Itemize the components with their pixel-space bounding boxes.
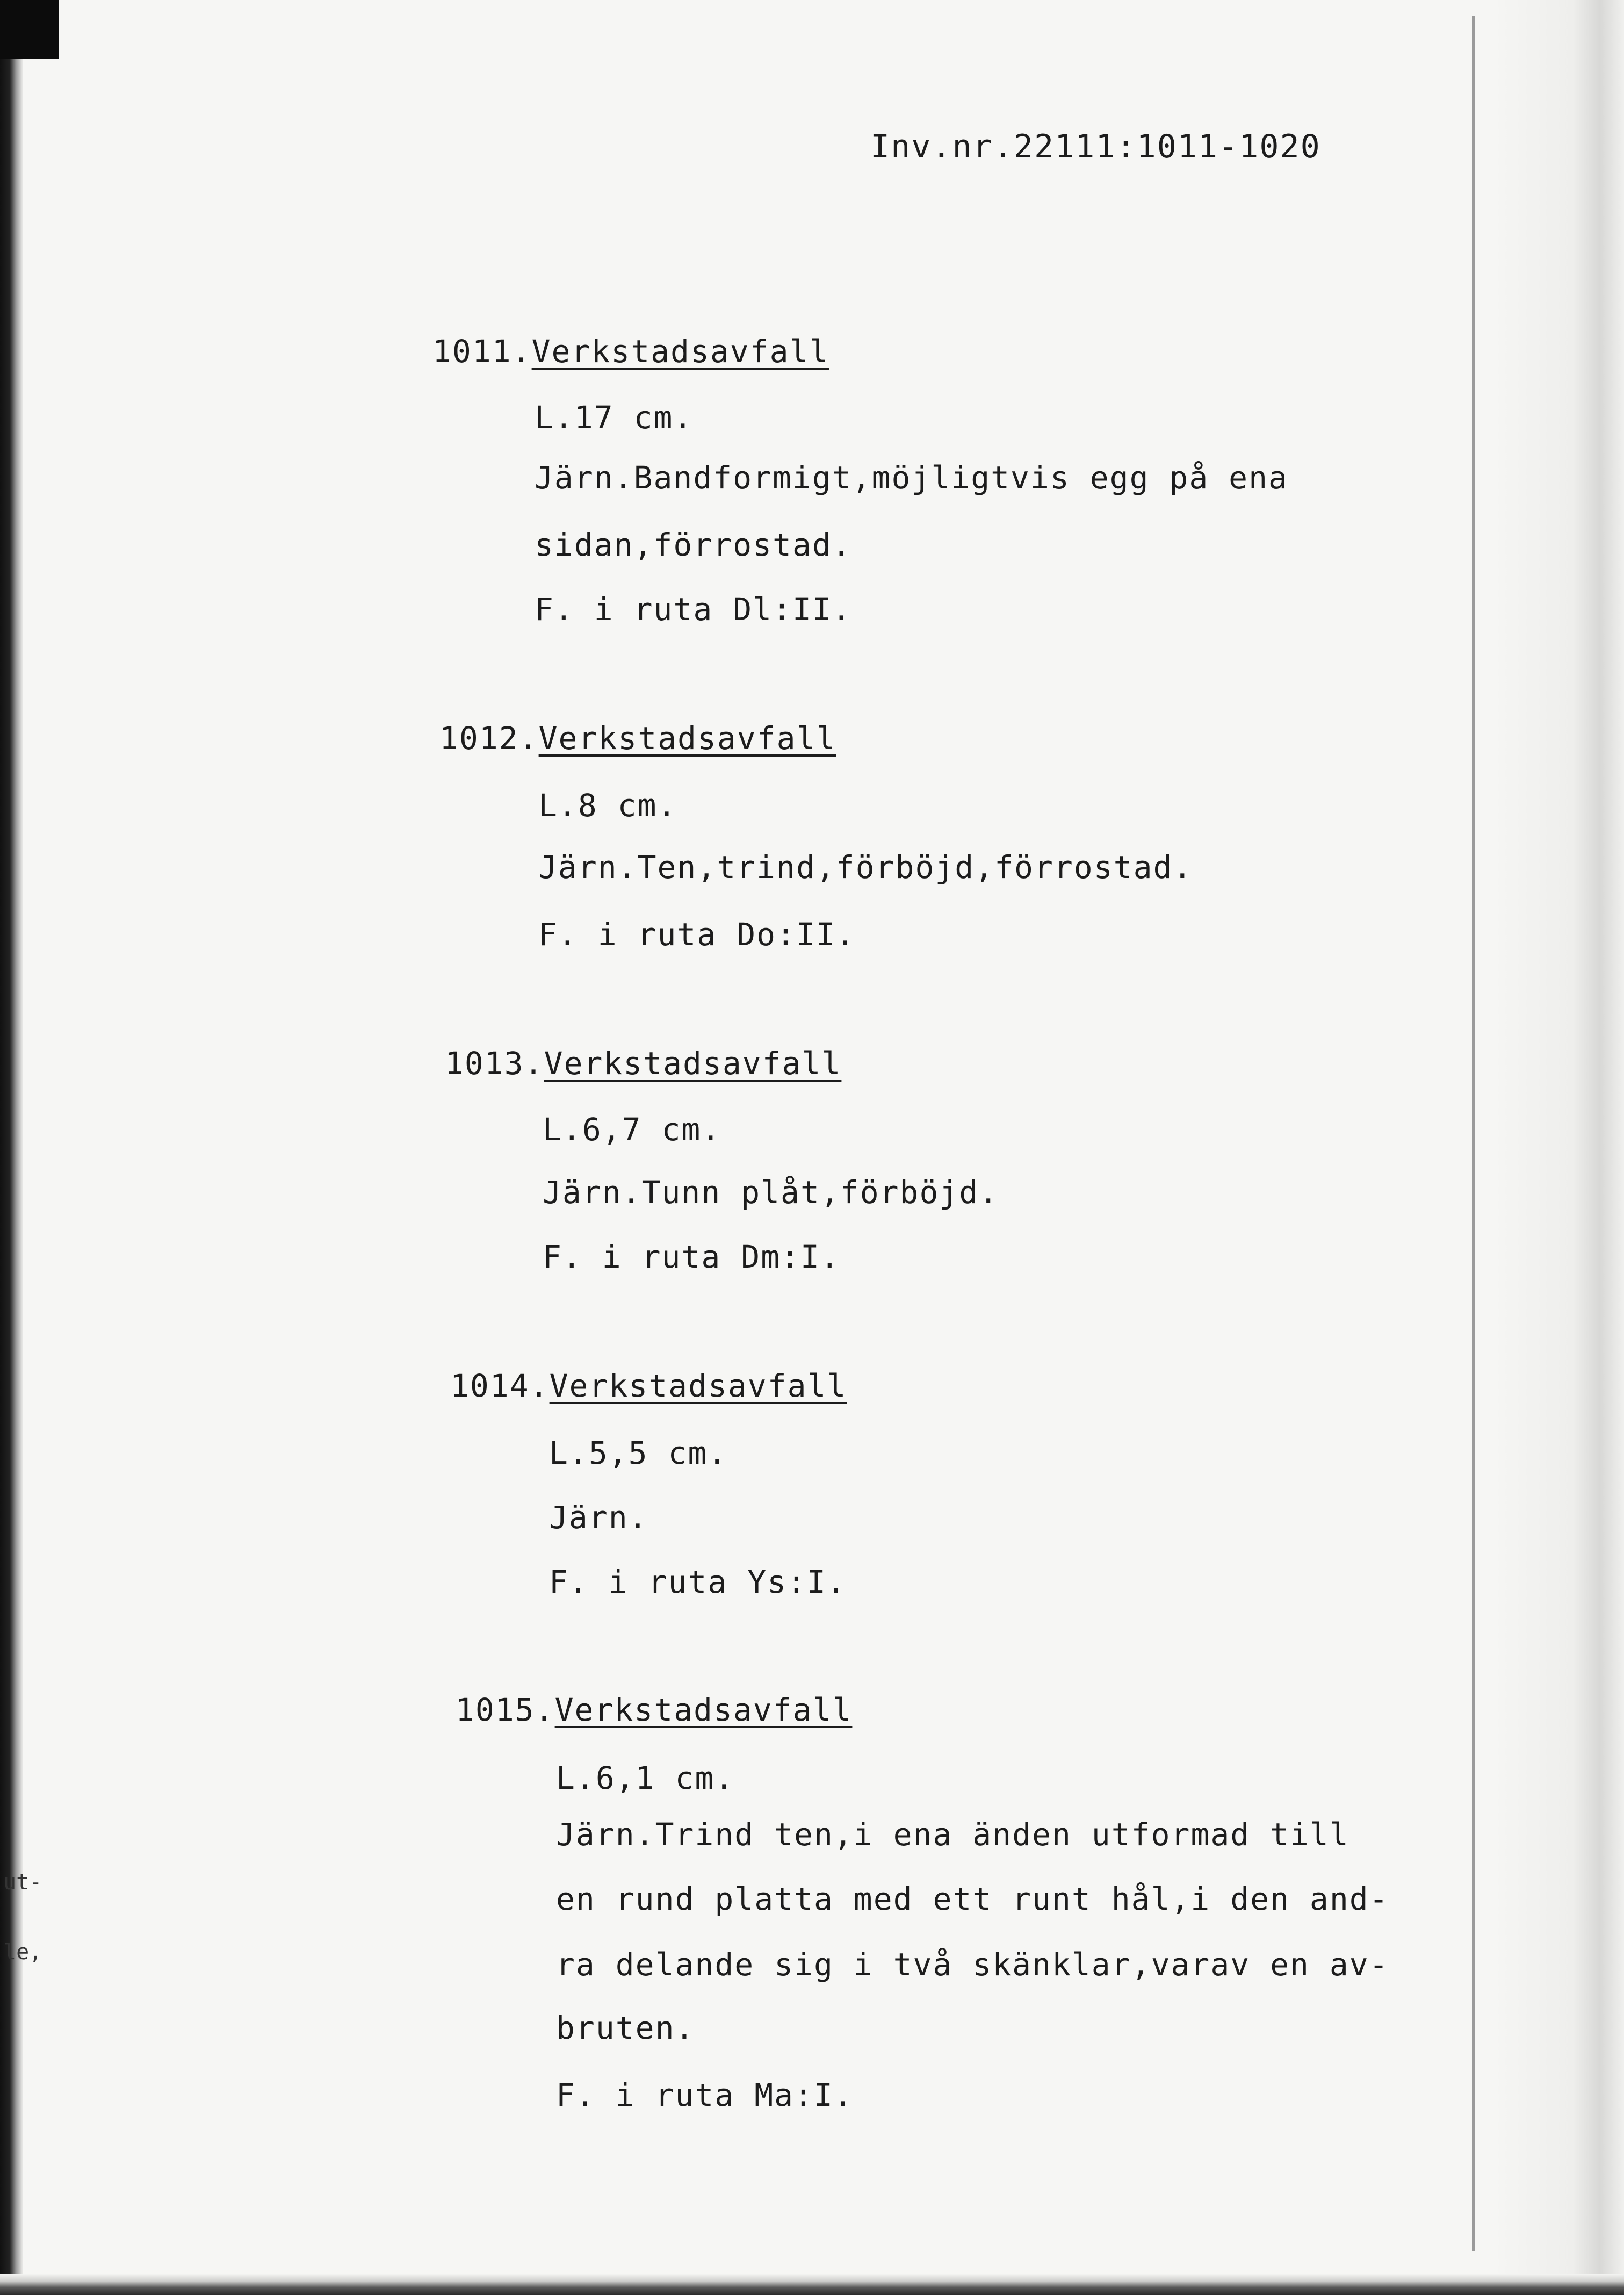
entry-description: sidan,förrostad. [535,527,852,563]
entry-description: en rund platta med ett runt hål,i den and- [556,1881,1389,1917]
entry-length: L.17 cm. [535,399,694,436]
binding-edge-bottom [0,2274,1624,2295]
entry-description: Järn.Bandformigt,möjligtvis egg på ena [535,459,1288,496]
entry-number: 1012. [439,720,539,757]
entry-number: 1015. [456,1692,555,1728]
entry-find-location: F. i ruta Dm:I. [543,1239,840,1275]
page-stack-edge [1472,16,1475,2251]
entry-find-location: F. i ruta Do:II. [538,916,856,953]
entry-find-location: F. i ruta Ma:I. [556,2077,854,2113]
entry-description: Järn.Tunn plåt,förböjd. [543,1174,999,1211]
entry-number: 1013. [445,1045,544,1082]
entry-description: Järn. [549,1499,648,1536]
entry-heading [439,720,836,757]
binding-edge-right [1492,0,1624,2295]
entry-description: Järn.Trind ten,i ena änden utformad till [556,1816,1349,1853]
entry-title: Verkstadsavfall [549,1368,847,1404]
entry-description: Järn.Ten,trind,förböjd,förrostad. [538,849,1193,886]
entry-length: L.8 cm. [538,787,677,824]
margin-text-fragment: le, [3,1940,42,1965]
entry-number: 1014. [450,1368,550,1404]
entry-find-location: F. i ruta Dl:II. [535,591,852,628]
inventory-number: Inv.nr.22111:1011-1020 [870,128,1321,166]
entry-title: Verkstadsavfall [531,333,829,370]
entry-title: Verkstadsavfall [554,1692,853,1728]
entry-description: ra delande sig i två skänklar,varav en av- [556,1946,1389,1983]
entry-length: L.6,1 cm. [556,1760,735,1796]
entry-heading [450,1368,847,1404]
entry-heading [456,1692,852,1728]
entry-length: L.6,7 cm. [543,1111,721,1148]
entry-number: 1011. [432,333,532,370]
margin-text-fragment: ut- [3,1870,42,1895]
entry-title: Verkstadsavfall [544,1045,842,1082]
entry-heading [445,1045,841,1082]
entry-length: L.5,5 cm. [549,1435,728,1471]
entry-heading [432,333,829,370]
entry-description: bruten. [556,2010,695,2046]
entry-find-location: F. i ruta Ys:I. [549,1564,847,1600]
binding-corner-shadow [0,0,59,59]
entry-title: Verkstadsavfall [538,720,836,757]
